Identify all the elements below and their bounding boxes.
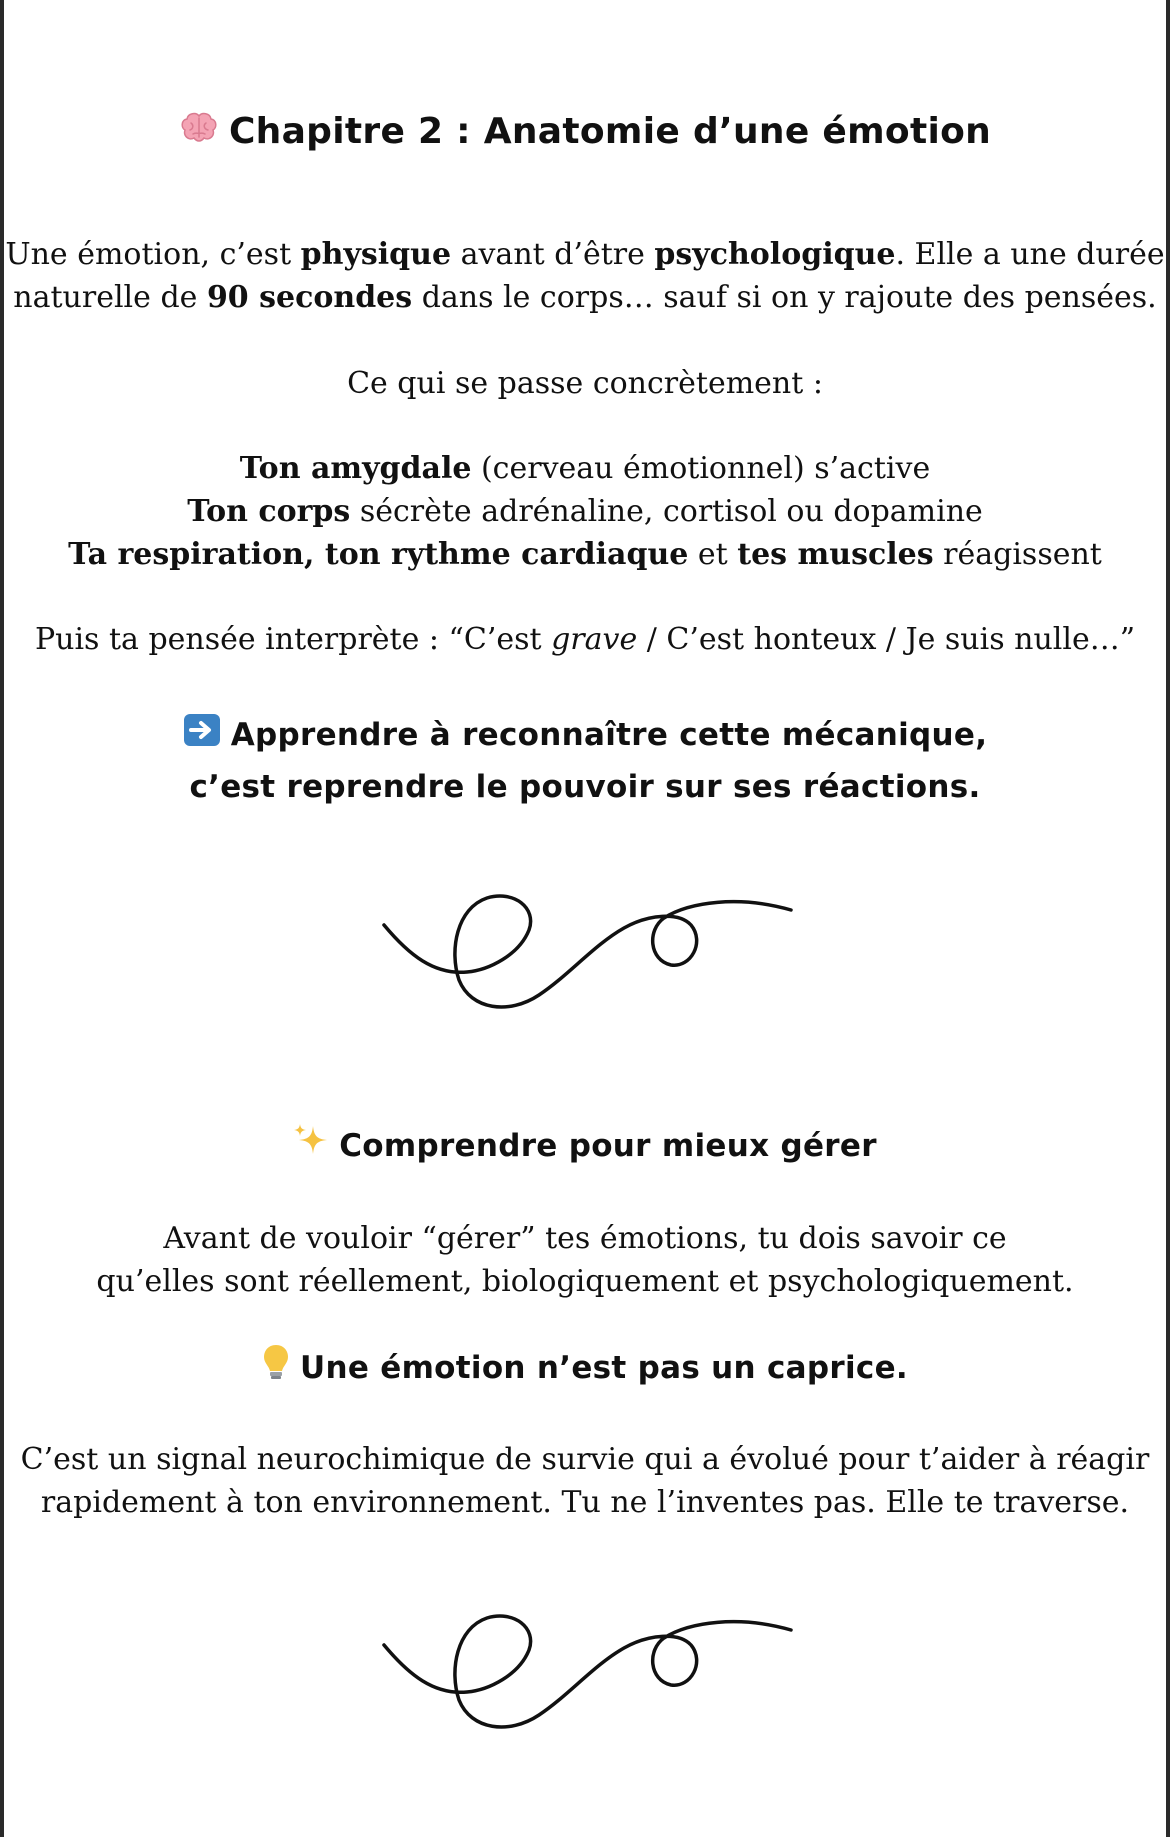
arrow-right-icon [183, 712, 221, 762]
intro-paragraph [4, 233, 1166, 319]
tip-heading [4, 1343, 1166, 1396]
concrete-list [4, 447, 1166, 576]
thought-italic: grave [551, 622, 638, 657]
list-text: réagissent [933, 537, 1102, 572]
intro-text: . Elle a une durée [895, 237, 1165, 272]
intro-text: dans le corps… sauf si on y rajoute des pensées. [412, 280, 1157, 315]
list-bold: Ta respiration, ton rythme cardiaque [68, 537, 689, 572]
section2-paragraph [4, 1217, 1166, 1303]
list-text: sécrète adrénaline, cortisol ou dopamine [350, 494, 983, 529]
section2-text: qu’elles sont réellement, biologiquement et psychologiquement. [96, 1264, 1074, 1299]
callout-line2: c’est reprendre le pouvoir sur ses réactions. [189, 768, 981, 805]
intro-text: avant d’être [451, 237, 655, 272]
brain-icon [179, 109, 219, 157]
chapter-title [4, 108, 1166, 157]
intro-bold: psychologique [654, 237, 896, 272]
section2-title: Comprendre pour mieux gérer [339, 1128, 877, 1164]
intro-text: naturelle de [13, 280, 207, 315]
intro-bold: 90 secondes [206, 280, 413, 315]
list-bold: Ton corps [187, 494, 351, 529]
tip-text: rapidement à ton environnement. Tu ne l’inventes pas. Elle te traverse. [40, 1485, 1130, 1520]
callout-heading [4, 710, 1166, 812]
intro-text: Une émotion, c’est [5, 237, 301, 272]
callout-line1: Apprendre à reconnaître cette mécanique, [230, 717, 988, 753]
lightbulb-icon [262, 1343, 290, 1396]
swirl-divider-2 [379, 1610, 799, 1740]
section2-text: Avant de vouloir “gérer” tes émotions, tu dois savoir ce [163, 1221, 1007, 1256]
concrete-lead: Ce qui se passe concrètement : [347, 366, 823, 401]
list-bold: tes muscles [737, 537, 934, 572]
section2-heading [4, 1121, 1166, 1173]
list-text: et [688, 537, 738, 572]
list-bold: Ton amygdale [239, 451, 472, 486]
thought-text: / C’est honteux / Je suis nulle…” [637, 622, 1136, 657]
intro-bold: physique [300, 237, 452, 272]
tip-paragraph [4, 1438, 1166, 1524]
thought-line [4, 618, 1166, 661]
sparkles-icon [293, 1122, 329, 1173]
thought-text: Puis ta pensée interprète : “C’est [34, 622, 552, 657]
chapter-title-text: Chapitre 2 : Anatomie d’une émotion [228, 111, 992, 152]
tip-text: C’est un signal neurochimique de survie qui a évolué pour t’aider à réagir [20, 1442, 1150, 1477]
list-text: (cerveau émotionnel) s’active [471, 451, 931, 486]
swirl-divider-1 [379, 890, 799, 1020]
tip-title: Une émotion n’est pas un caprice. [300, 1350, 908, 1386]
